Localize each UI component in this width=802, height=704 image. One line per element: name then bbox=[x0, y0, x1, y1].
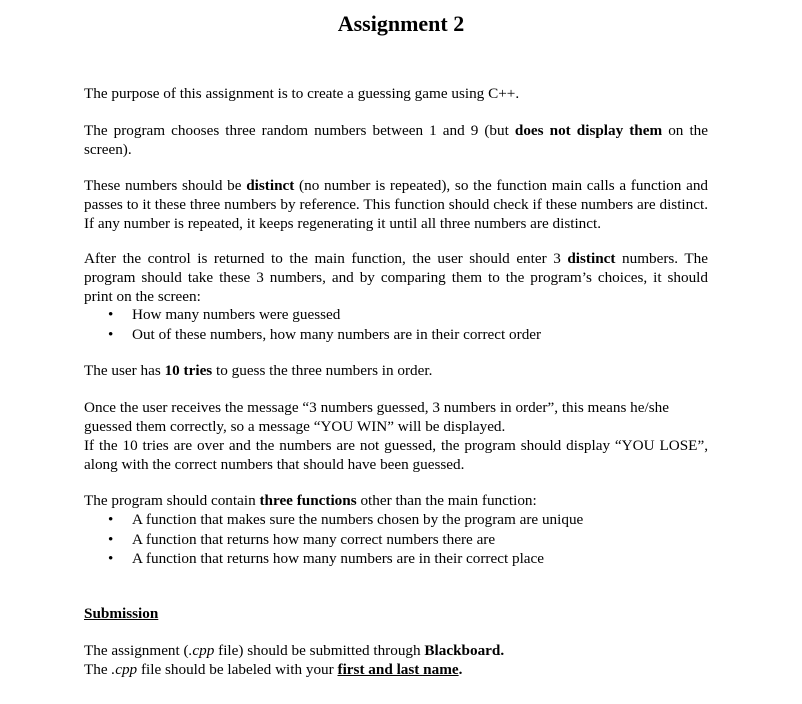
bold-text: Blackboard. bbox=[424, 642, 505, 659]
paragraph-submission-blackboard bbox=[84, 641, 708, 660]
text-run: file should be labeled with your bbox=[137, 661, 338, 678]
text-run: The assignment ( bbox=[84, 642, 189, 659]
italic-text: .cpp bbox=[111, 661, 138, 678]
text-run: (no number is repeated), so the function main calls a function and passes to it these three numbers by reference. This function should check if these numbers are distinct. If any number is repeated, it keeps regenerating it until all three numbers are distinct. bbox=[84, 177, 709, 232]
bullet-icon: • bbox=[108, 325, 114, 343]
list-item-text: A function that returns how many numbers are in their correct place bbox=[132, 550, 545, 567]
text-run: After the control is returned to the main function, the user should enter 3 bbox=[84, 250, 568, 267]
list-item-text: A function that returns how many correct numbers there are bbox=[132, 530, 496, 548]
list-item bbox=[84, 549, 708, 569]
text-run: on the screen). bbox=[84, 122, 708, 158]
list-item bbox=[84, 305, 708, 325]
list-item-text: A function that makes sure the numbers chosen by the program are unique bbox=[132, 511, 584, 528]
underlined-bold-text: first and last name bbox=[337, 661, 459, 678]
list-item bbox=[84, 530, 708, 550]
paragraph-purpose: The purpose of this assignment is to create a guessing game using C++. bbox=[84, 85, 520, 102]
bullet-icon: • bbox=[108, 511, 114, 528]
text-run: other than the main function: bbox=[356, 492, 537, 509]
paragraph-lose-message: If the 10 tries are over and the numbers are not guessed, the program should display “YOU LOSE”, along with the correct numbers that should have been guessed. bbox=[84, 437, 708, 473]
paragraph-user-input bbox=[84, 249, 708, 306]
paragraph-functions bbox=[84, 491, 708, 510]
submission-heading: Submission bbox=[84, 605, 159, 622]
bold-text: three functions bbox=[259, 492, 357, 509]
paragraph-random-numbers bbox=[84, 121, 708, 159]
italic-text: .cpp bbox=[188, 642, 215, 659]
text-run: The user has bbox=[84, 362, 165, 379]
bold-text: distinct bbox=[567, 250, 616, 267]
text-run: file) should be submitted through bbox=[214, 642, 425, 659]
paragraph-submission-label bbox=[84, 660, 708, 679]
bold-text: does not display them bbox=[514, 122, 663, 139]
text-run: The bbox=[84, 661, 112, 678]
text-run: These numbers should be bbox=[84, 177, 247, 194]
document-title: Assignment 2 bbox=[337, 11, 465, 36]
list-item bbox=[84, 325, 708, 345]
bold-text: . bbox=[458, 661, 463, 678]
functions-bullet-list bbox=[84, 510, 708, 569]
text-run: The program should contain bbox=[84, 492, 260, 509]
text-run: to guess the three numbers in order. bbox=[212, 362, 433, 379]
list-item-text: Out of these numbers, how many numbers are in their correct order bbox=[132, 325, 542, 343]
bold-text: distinct bbox=[246, 177, 295, 194]
bullet-icon: • bbox=[108, 306, 114, 323]
text-run: The program chooses three random numbers between 1 and 9 (but bbox=[84, 122, 515, 139]
bullet-icon: • bbox=[108, 550, 114, 567]
list-item bbox=[84, 510, 708, 530]
output-bullet-list bbox=[84, 305, 708, 344]
paragraph-tries bbox=[84, 361, 708, 380]
paragraph-win-message: Once the user receives the message “3 numbers guessed, 3 numbers in order”, this means he/she guessed them correctly, so a message “YOU WIN” will be displayed. bbox=[84, 399, 669, 435]
paragraph-distinct-numbers bbox=[84, 176, 708, 233]
list-item-text: How many numbers were guessed bbox=[132, 306, 341, 323]
bullet-icon: • bbox=[108, 530, 114, 548]
bold-text: 10 tries bbox=[164, 362, 213, 379]
text-run: numbers. The program should take these 3 numbers, and by comparing them to the program’s choices, it should print on the screen: bbox=[84, 250, 708, 305]
